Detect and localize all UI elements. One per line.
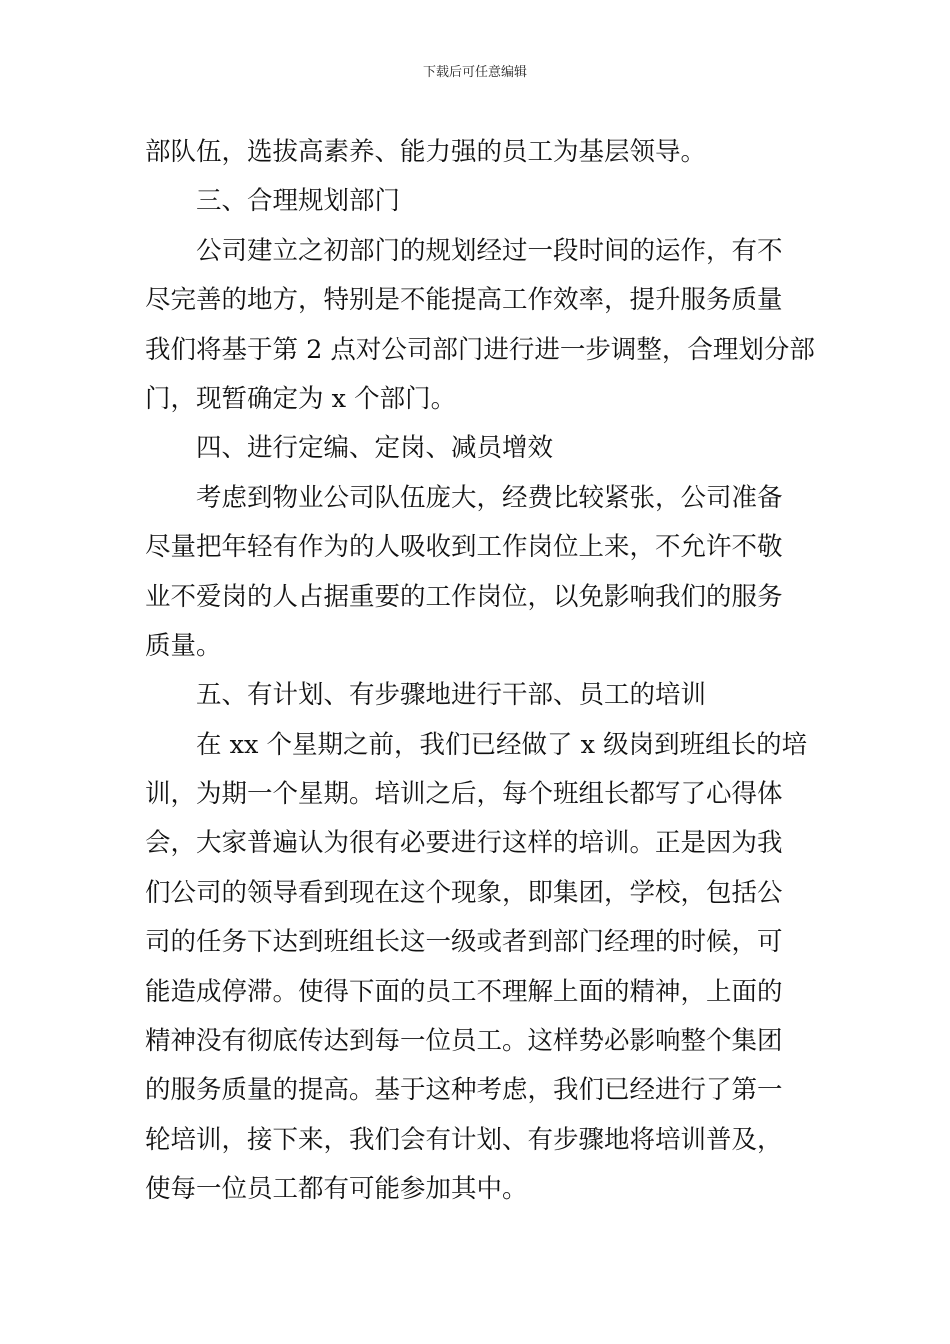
- text-line: 公司建立之初部门的规划经过一段时间的运作，有不: [196, 235, 783, 266]
- text-line: 业不爱岗的人占据重要的工作岗位，以免影响我们的服务: [145, 581, 783, 612]
- page-header-note: 下载后可任意编辑: [422, 65, 527, 80]
- text-line: 质量。: [145, 630, 222, 661]
- text-line: 门，现暂确定为 x 个部门。: [145, 383, 457, 414]
- text-line: 司的任务下达到班组长这一级或者到部门经理的时候，可: [145, 927, 783, 958]
- text-line: 尽完善的地方，特别是不能提高工作效率，提升服务质量: [145, 285, 783, 316]
- document-body: [145, 128, 815, 1215]
- section-heading: 五、有计划、有步骤地进行干部、员工的培训: [196, 680, 707, 711]
- text-line: 们公司的领导看到现在这个现象，即集团，学校，包括公: [145, 877, 783, 908]
- section-heading: 四、进行定编、定岗、减员增效: [196, 433, 554, 464]
- text-line: 部队伍，选拔高素养、能力强的员工为基层领导。: [145, 137, 707, 167]
- text-line: 我们将基于第 2 点对公司部门进行进一步调整，合理划分部: [145, 334, 815, 365]
- text-line: 的服务质量的提高。基于这种考虑，我们已经进行了第一: [145, 1075, 783, 1106]
- text-line: 精神没有彻底传达到每一位员工。这样势必影响整个集团: [145, 1026, 783, 1057]
- text-line: 能造成停滞。使得下面的员工不理解上面的精神，上面的: [145, 976, 783, 1007]
- text-line: 轮培训，接下来，我们会有计划、有步骤地将培训普及，: [145, 1124, 783, 1155]
- text-line: 使每一位员工都有可能参加其中。: [145, 1174, 528, 1205]
- text-line: 训，为期一个星期。培训之后，每个班组长都写了心得体: [145, 779, 783, 810]
- text-line: 会，大家普遍认为很有必要进行这样的培训。正是因为我: [145, 828, 783, 859]
- text-line: 考虑到物业公司队伍庞大，经费比较紧张，公司准备: [196, 482, 783, 513]
- section-heading: 三、合理规划部门: [196, 186, 401, 217]
- text-line: 在 xx 个星期之前，我们已经做了 x 级岗到班组长的培: [196, 729, 808, 760]
- text-line: 尽量把年轻有作为的人吸收到工作岗位上来，不允许不敬: [145, 532, 783, 563]
